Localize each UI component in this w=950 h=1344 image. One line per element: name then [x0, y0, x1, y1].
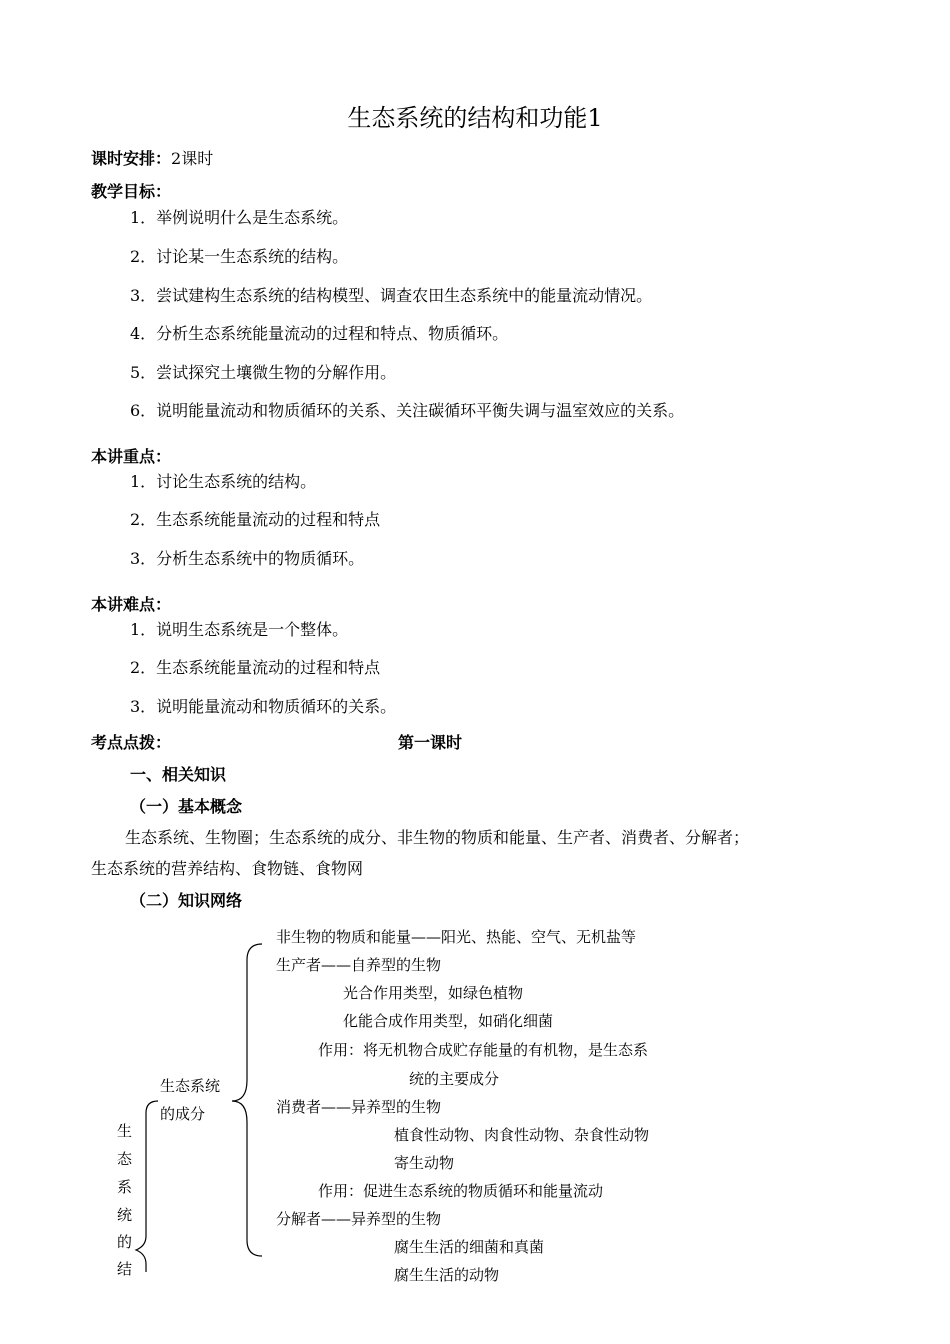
key-point-item: 3．分析生态系统中的物质循环。 [130, 549, 365, 568]
network-line: 非生物的物质和能量——阳光、热能、空气、无机盐等 [276, 928, 637, 946]
objective-item: 2．讨论某一生态系统的结构。 [130, 247, 349, 266]
branch-label: 的成分 [160, 1105, 206, 1123]
section-heading: 一、相关知识 [130, 765, 227, 784]
root-char: 态 [117, 1150, 133, 1168]
network-line: 消费者——异养型的生物 [276, 1098, 442, 1116]
key-points-label: 本讲重点： [91, 447, 172, 466]
network-line: 作用：将无机物合成贮存能量的有机物，是生态系 [318, 1041, 649, 1059]
objective-item: 3．尝试建构生态系统的结构模型、调查农田生态系统中的能量流动情况。 [130, 286, 653, 305]
concepts-line: 生态系统、生物圈；生态系统的成分、非生物的物质和能量、生产者、消费者、分解者； [125, 828, 750, 847]
network-line: 光合作用类型，如绿色植物 [343, 984, 524, 1002]
concepts-line: 生态系统的营养结构、食物链、食物网 [91, 859, 364, 878]
network-line: 分解者——异养型的生物 [276, 1210, 442, 1228]
exam-label: 考点点拨： [91, 733, 172, 752]
difficulty-item: 1．说明生态系统是一个整体。 [130, 620, 349, 639]
page-title: 生态系统的结构和功能1 [347, 104, 603, 132]
network-line: 腐生生活的细菌和真菌 [394, 1238, 545, 1256]
network-line: 统的主要成分 [409, 1070, 500, 1088]
schedule-label: 课时安排： [91, 149, 172, 168]
root-char: 的 [117, 1233, 133, 1251]
objective-item: 6．说明能量流动和物质循环的关系、关注碳循环平衡失调与温室效应的关系。 [130, 401, 685, 420]
large-brace [232, 944, 262, 1256]
objectives-label: 教学目标： [91, 182, 172, 201]
network-line: 植食性动物、肉食性动物、杂食性动物 [394, 1126, 650, 1144]
network-line: 寄生动物 [394, 1154, 455, 1172]
subsection-heading: （二）知识网络 [130, 891, 243, 910]
network-line: 腐生生活的动物 [394, 1266, 500, 1284]
root-char: 结 [117, 1260, 133, 1278]
network-line: 化能合成作用类型，如硝化细菌 [343, 1012, 554, 1030]
difficulty-item: 3．说明能量流动和物质循环的关系。 [130, 697, 397, 716]
objective-item: 5．尝试探究土壤微生物的分解作用。 [130, 363, 397, 382]
key-point-item: 1．讨论生态系统的结构。 [130, 472, 317, 491]
network-line: 生产者——自养型的生物 [276, 956, 442, 974]
session-label: 第一课时 [398, 733, 463, 752]
schedule-value: 2课时 [171, 149, 214, 168]
objective-item: 1．举例说明什么是生态系统。 [130, 208, 349, 227]
root-char: 系 [117, 1178, 133, 1196]
difficulties-label: 本讲难点： [91, 595, 172, 614]
objective-item: 4．分析生态系统能量流动的过程和特点、物质循环。 [130, 324, 509, 343]
subsection-heading: （一）基本概念 [130, 797, 243, 816]
root-char: 生 [117, 1122, 133, 1140]
key-point-item: 2．生态系统能量流动的过程和特点 [130, 510, 381, 529]
branch-label: 生态系统 [160, 1077, 221, 1095]
network-line: 作用：促进生态系统的物质循环和能量流动 [318, 1182, 604, 1200]
difficulty-item: 2．生态系统能量流动的过程和特点 [130, 658, 381, 677]
root-char: 统 [117, 1206, 133, 1224]
small-brace [136, 1101, 158, 1272]
